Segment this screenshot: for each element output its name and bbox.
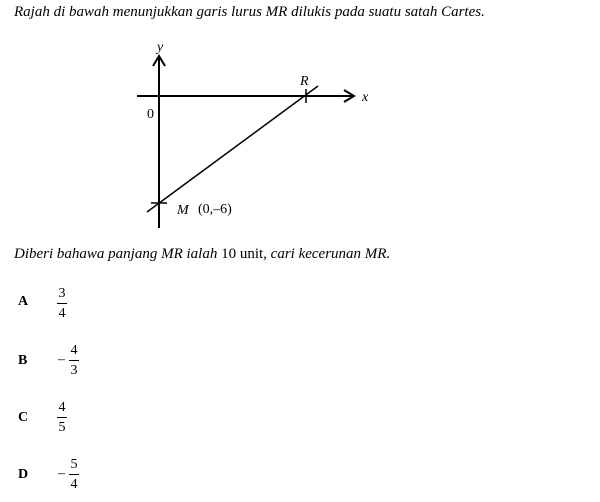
option-b[interactable] xyxy=(18,341,138,385)
denominator: 4 xyxy=(70,477,78,492)
cartesian-diagram xyxy=(0,0,600,240)
origin-label: 0 xyxy=(147,107,154,122)
denominator: 4 xyxy=(58,306,66,321)
question-part1: Diberi bahawa panjang MR ialah xyxy=(14,246,222,262)
numerator: 3 xyxy=(58,286,66,301)
numerator: 4 xyxy=(58,400,66,415)
line-mr xyxy=(147,86,318,212)
point-m-label: M xyxy=(177,203,189,218)
question-length: 10 unit xyxy=(221,246,264,262)
option-fraction xyxy=(57,400,67,435)
y-label: y xyxy=(157,40,164,55)
numerator: 5 xyxy=(70,457,78,472)
option-letter: D xyxy=(18,467,29,482)
point-r-label: R xyxy=(300,74,309,89)
option-a[interactable] xyxy=(18,284,138,328)
option-c[interactable] xyxy=(18,398,138,442)
option-fraction xyxy=(69,343,79,378)
option-letter: C xyxy=(18,410,29,425)
option-d[interactable] xyxy=(18,455,138,499)
point-m-coords: (0,–6) xyxy=(198,202,232,217)
question-intro: Rajah di bawah menunjukkan garis lurus MR dilukis pada suatu satah Cartes. xyxy=(14,4,485,20)
question-part3: , cari kecerunan MR. xyxy=(263,246,391,262)
question-text xyxy=(14,246,390,263)
option-letter: B xyxy=(18,353,28,368)
denominator: 5 xyxy=(58,420,66,435)
option-fraction xyxy=(57,286,67,321)
option-sign: – xyxy=(58,466,65,481)
denominator: 3 xyxy=(70,363,78,378)
x-label: x xyxy=(362,90,369,105)
option-fraction xyxy=(69,457,79,492)
numerator: 4 xyxy=(70,343,78,358)
option-letter: A xyxy=(18,294,29,309)
option-sign: – xyxy=(58,352,65,367)
